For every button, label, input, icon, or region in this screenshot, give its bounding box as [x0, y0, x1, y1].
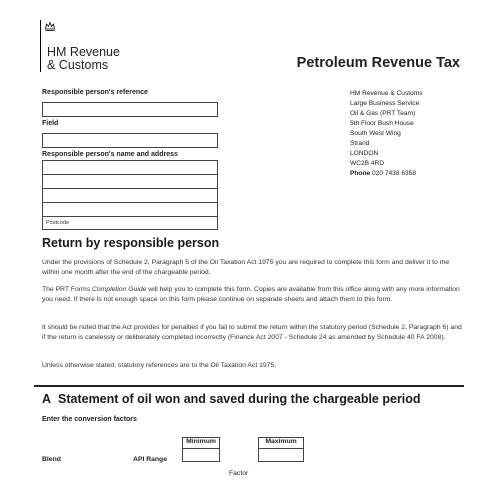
section-a-title: Statement of oil won and saved during the chargeable period [58, 392, 421, 406]
minimum-column-header: Minimum [182, 437, 220, 448]
return-heading: Return by responsible person [42, 236, 220, 250]
office-address [350, 89, 423, 179]
section-divider [34, 385, 464, 387]
address-line-1[interactable] [42, 160, 218, 175]
p2-before: The PRT Forms [42, 286, 92, 293]
api-range-label: API Range [133, 456, 167, 463]
p2-after: will help you to complete this form. Copies are available from this office along with any more information you need. If there is not enough space on this form please continue on separate sheets and attach them to this form. [42, 286, 460, 303]
address-line: 5th Floor Bush House [350, 120, 414, 127]
postcode-field[interactable] [42, 216, 218, 230]
address-line: Oil & Gas (PRT Team) [350, 110, 416, 117]
maximum-column-header: Maximum [258, 437, 304, 448]
address-line-2[interactable] [42, 174, 218, 189]
conversion-factors-subheading: Enter the conversion factors [42, 416, 137, 423]
minimum-input[interactable] [182, 448, 220, 462]
reference-input[interactable] [42, 102, 218, 117]
reference-label: Responsible person's reference [42, 89, 148, 96]
department-line-1: HM Revenue [47, 45, 120, 59]
section-a-heading [42, 392, 421, 406]
field-label: Field [42, 120, 59, 127]
completion-guide-title: Completion Guide [91, 286, 147, 293]
phone-number: 020 7438 6358 [372, 170, 417, 177]
address-line: HM Revenue & Customs [350, 90, 423, 97]
postcode-label: Postcode [46, 220, 69, 226]
phone-label: Phone [350, 170, 371, 177]
paragraph-1-text: Under the provisions of Schedule 2, Paragraph 5 of the Oil Taxation Act 1975 you are required to complete this form and deliver it to me within one month after the end of the chargeable period. [42, 259, 450, 276]
department-line-2: & Customs [47, 58, 109, 72]
address-line: WC2B 4RD [350, 160, 385, 167]
form-title: Petroleum Revenue Tax [296, 55, 460, 71]
paragraph-4-text: Unless otherwise stated, statutory references are to the Oil Taxation Act 1975. [42, 362, 277, 369]
field-input[interactable] [42, 133, 218, 148]
paragraph-2-text [42, 285, 462, 305]
crown-icon [44, 20, 56, 32]
address-line: LONDON [350, 150, 379, 157]
paragraph-3 [42, 323, 462, 343]
address-line: Strand [350, 140, 370, 147]
name-address-label: Responsible person's name and address [42, 151, 178, 158]
department-name [47, 46, 120, 72]
maximum-input[interactable] [258, 448, 304, 462]
paragraph-1 [42, 258, 462, 278]
address-line: South West Wing [350, 130, 401, 137]
paragraph-4 [42, 361, 462, 371]
address-line-4[interactable] [42, 202, 218, 217]
blend-label: Blend [42, 456, 61, 463]
paragraph-2 [42, 285, 462, 305]
section-letter: A [42, 392, 52, 406]
paragraph-3-text: It should be noted that the Act provides for penalties if you fail to submit the return within the statutory period (Schedule 2, Paragraph 6) and if the return is carelessly or deliberately completed incorrectly (Finance Act 2007 - Schedule 24 as amended by Schedule 40 FA 2008). [42, 324, 462, 341]
address-line: Large Business Service [350, 100, 420, 107]
phone-line [350, 169, 423, 179]
address-line-3[interactable] [42, 188, 218, 203]
factor-label: Factor [229, 470, 249, 477]
